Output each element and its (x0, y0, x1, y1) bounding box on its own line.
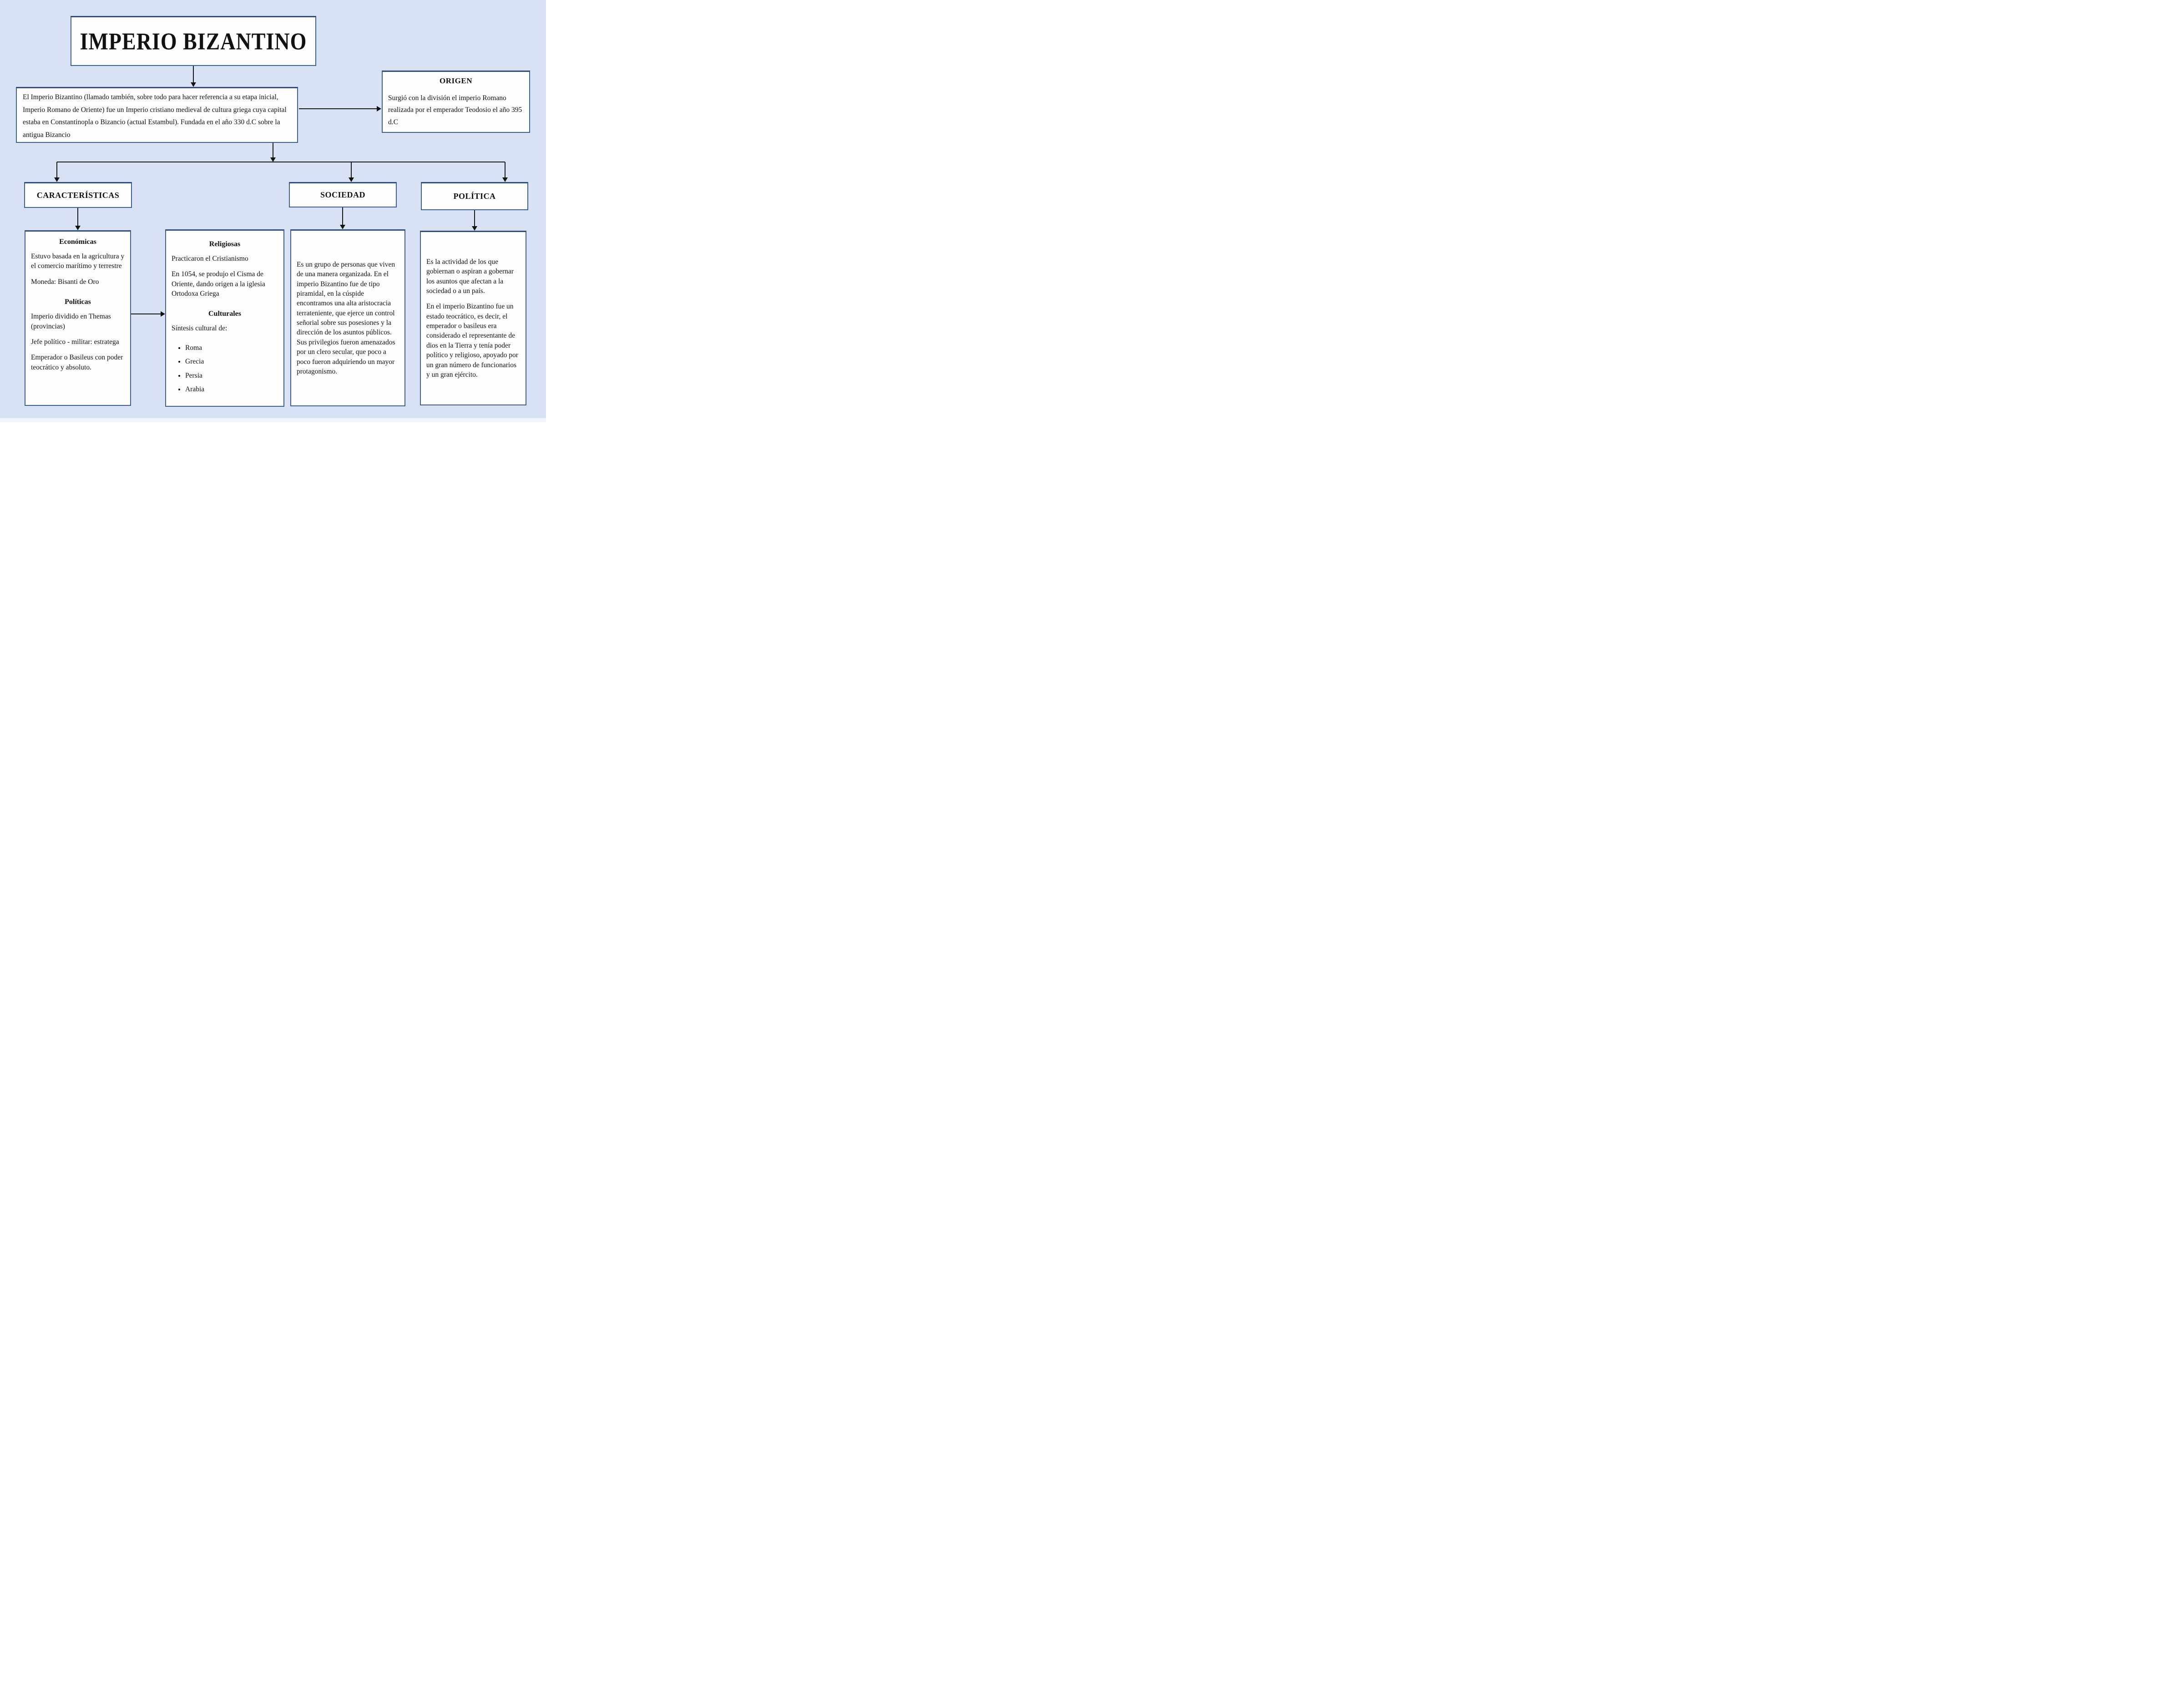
page-title: IMPERIO BIZANTINO (80, 28, 307, 55)
economicas-paragraph-1: Estuvo basada en la agricultura y el comercio marítimo y terrestre (31, 253, 125, 270)
bottom-strip (0, 418, 546, 422)
heading-economicas: Económicas (59, 238, 96, 246)
arrowhead-caracteristicas-to-detail (75, 226, 81, 230)
religiosas-paragraph-1: Practicaron el Cristianismo (172, 254, 248, 263)
politica-paragraph-1: Es la actividad de los que gobiernan o aspiran a gobernar los asuntos que afectan a la sociedad o a un país. (426, 258, 514, 295)
arrowhead-sociedad-to-detail (340, 225, 345, 229)
title-box (71, 16, 316, 66)
religiosas-paragraph-2: En 1054, se produjo el Cisma de Oriente, dando origen a la iglesia Ortodoxa Griega (172, 270, 265, 298)
label-sociedad-text: SOCIEDAD (320, 190, 366, 199)
detail-religiosas-box (165, 229, 284, 407)
bullet-item-arabia: • Arabia (185, 384, 278, 394)
politicas-paragraph-1: Imperio dividido en Themas (provincias) (31, 313, 111, 330)
origen-heading: ORIGEN (440, 76, 472, 85)
detail-politica-box (420, 231, 526, 405)
label-politica-text: POLÍTICA (453, 192, 496, 201)
bullet-item-roma: • Roma (185, 343, 278, 353)
concept-map-imperio-bizantino (0, 0, 546, 422)
intro-text: El Imperio Bizantino (llamado también, sobre todo para hacer referencia a su etapa inicial, Imperio Romano de Oriente) fue un Imperio cristiano medieval de cultura griega cuya capital estaba en Constantinopla o Bizancio (actual Estambul). Fundada en el año 330 d.C sobre la antigua Bizancio (23, 93, 287, 139)
label-politica (421, 182, 528, 210)
sociedad-text: Es un grupo de personas que viven de una manera organizada. En el imperio Bizantino fue de tipo piramidal, en la cúspide encontramos una alta aristocracia terrateniente, que ejerce un control señorial sobre sus posesiones y la dirección de los asuntos públicos. Sus privilegios fueron amenazados por un clero secular, que poco a poco fueron adquiriendo un mayor protagonismo. (297, 260, 395, 375)
label-caracteristicas-text: CARACTERÍSTICAS (36, 190, 120, 200)
politica-paragraph-2: En el imperio Bizantino fue un estado teocrático, es decir, el emperador o basileus era considerado el representante de dios en la Tierra y tenía poder político y religioso, apoyado por un gran número de funcionarios y un gran ejército. (426, 303, 518, 379)
origen-box (382, 71, 530, 133)
heading-religiosas: Religiosas (209, 240, 241, 248)
politicas-paragraph-2: Jefe político - militar: estratega (31, 338, 119, 346)
connector-caracteristicas-to-detail (77, 208, 78, 226)
arrowhead-branch-to-politica (502, 177, 508, 182)
culturales-intro: Síntesis cultural de: (172, 324, 228, 333)
connector-sociedad-to-detail (342, 207, 343, 225)
label-sociedad (289, 182, 397, 207)
arrowhead-branch-to-caracteristicas (54, 177, 60, 182)
connector-branch-to-caracteristicas (56, 162, 57, 178)
arrowhead-intro-to-origen (377, 106, 381, 111)
label-caracteristicas (24, 182, 132, 208)
connector-branch-to-politica (505, 162, 506, 178)
economicas-paragraph-2: Moneda: Bisanti de Oro (31, 278, 99, 286)
intro-box (16, 87, 298, 143)
origen-text: Surgió con la división el imperio Romano realizada por el emperador Teodosio el año 395 d.C (388, 94, 522, 126)
connector-title-to-intro (193, 66, 194, 83)
heading-culturales: Culturales (208, 310, 241, 318)
connector-intro-to-origen (299, 108, 377, 109)
arrowhead-politica-to-detail (472, 226, 477, 231)
detail-sociedad-box (290, 229, 405, 406)
arrowhead-title-to-intro (191, 82, 196, 87)
heading-politicas: Políticas (65, 298, 91, 306)
arrowhead-economicas-to-religiosas (161, 311, 165, 317)
politicas-paragraph-3: Emperador o Basileus con poder teocrático y absoluto. (31, 354, 123, 371)
culturales-bullet-list (172, 343, 278, 399)
connector-politica-to-detail (474, 210, 475, 227)
arrowhead-branch-to-sociedad (349, 177, 354, 182)
bullet-item-persia: • Persia (185, 371, 278, 380)
bullet-item-grecia: • Grecia (185, 357, 278, 366)
connector-branch-to-sociedad (351, 162, 352, 178)
detail-caracteristicas-box (25, 230, 131, 406)
